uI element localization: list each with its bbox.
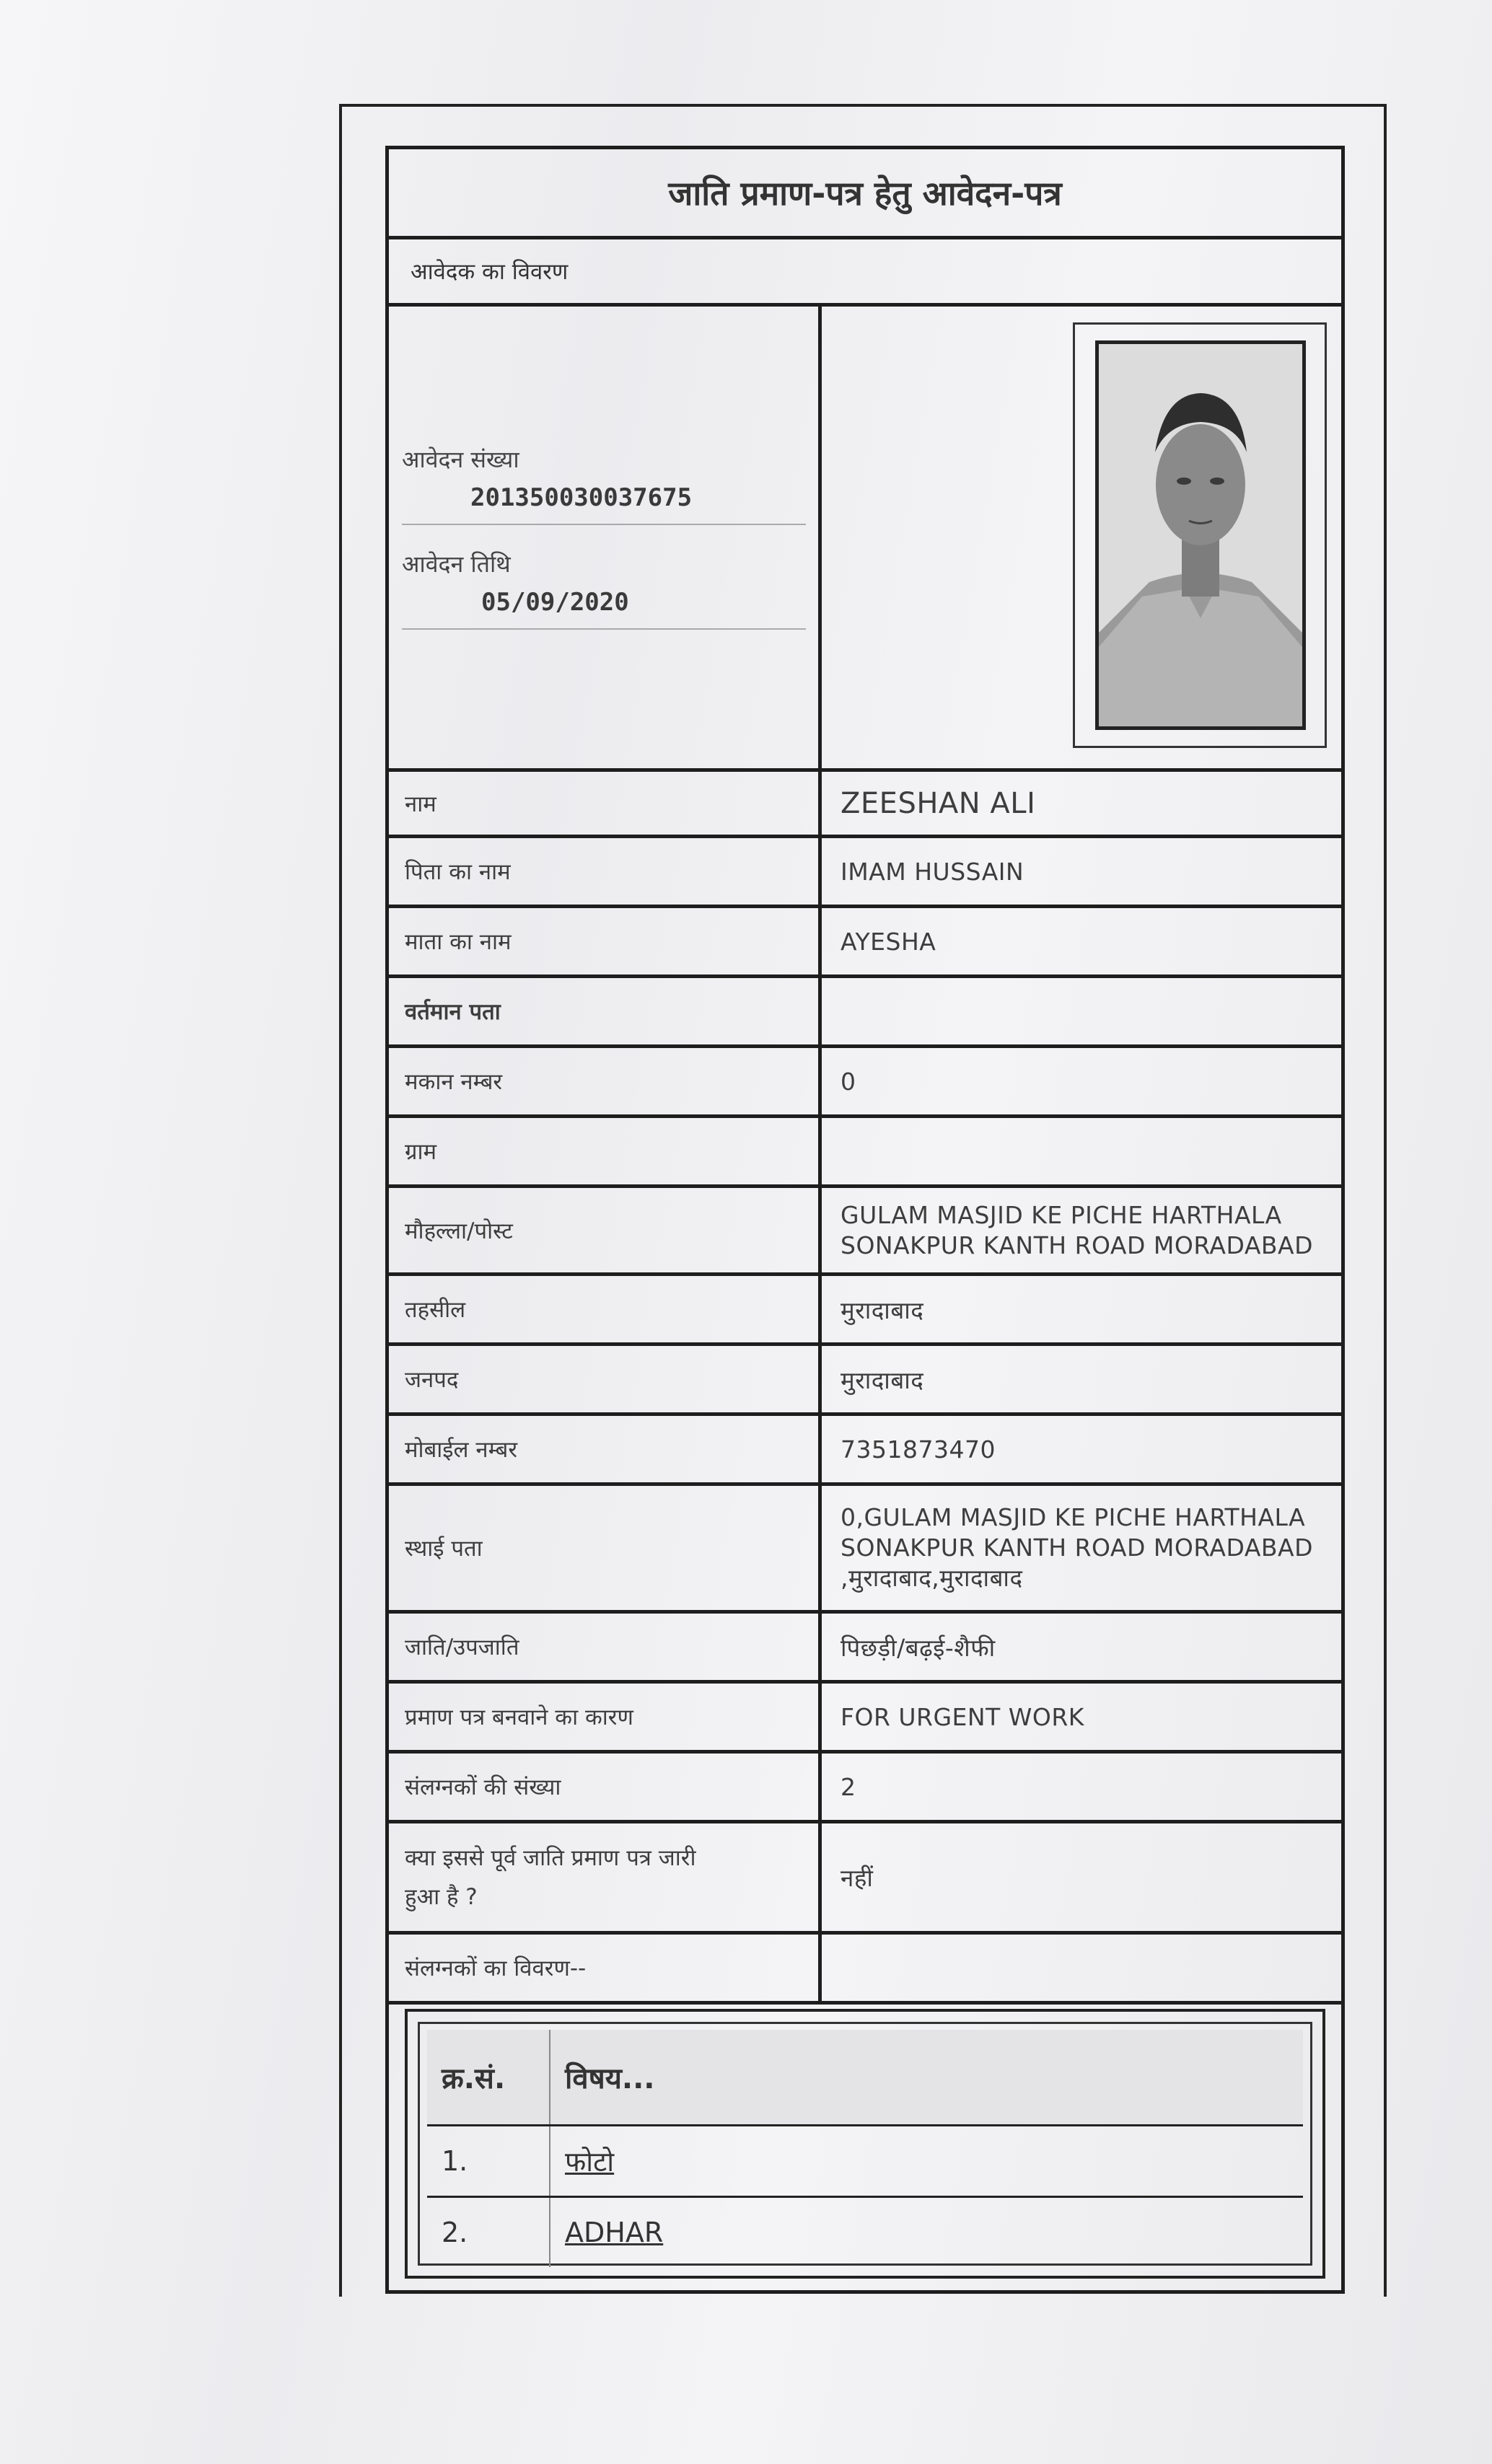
row-village xyxy=(389,1118,1341,1188)
portrait-image xyxy=(1099,344,1302,726)
row-label: संलग्नकों की संख्या xyxy=(389,1754,822,1820)
row-label: मौहल्ला/पोस्ट xyxy=(389,1188,822,1272)
row-current-address xyxy=(389,978,1341,1048)
row-value: मुरादाबाद xyxy=(841,1295,924,1324)
row-value xyxy=(822,1486,1341,1610)
application-number-label: आवेदन संख्या xyxy=(402,446,519,473)
row-label: माता का नाम xyxy=(389,908,822,974)
row-label: वर्तमान पता xyxy=(389,978,822,1044)
row-label: जनपद xyxy=(389,1346,822,1412)
value-line: 0,GULAM MASJID KE PICHE HARTHALA xyxy=(841,1503,1306,1531)
row-label xyxy=(389,1823,822,1931)
row-locality xyxy=(389,1188,1341,1276)
attachments-box xyxy=(405,2009,1325,2279)
value-line: SONAKPUR KANTH ROAD MORADABAD xyxy=(841,1534,1314,1562)
row-previous-certificate xyxy=(389,1823,1341,1935)
attachment-link[interactable]: फोटो xyxy=(565,2145,615,2178)
row-value: नहीं xyxy=(841,1864,874,1892)
row-attachment-details xyxy=(389,1935,1341,2005)
row-label: ग्राम xyxy=(389,1118,822,1184)
value-line: ,मुरादाबाद,मुरादाबाद xyxy=(841,1564,1023,1592)
row-value: ZEESHAN ALI xyxy=(841,786,1036,820)
application-date-label: आवेदन तिथि xyxy=(402,550,511,578)
attachment-serial: 1. xyxy=(427,2125,550,2196)
row-value: IMAM HUSSAIN xyxy=(841,857,1024,886)
row-label: पिता का नाम xyxy=(389,838,822,905)
application-info xyxy=(389,307,822,768)
photo-cell xyxy=(822,307,1341,768)
col-serial-header: क्र.सं. xyxy=(427,2030,550,2125)
row-caste xyxy=(389,1614,1341,1684)
row-label: नाम xyxy=(389,772,822,835)
application-date-value: 05/09/2020 xyxy=(481,588,629,617)
photo-frame xyxy=(1073,322,1327,748)
row-tehsil xyxy=(389,1276,1341,1346)
row-value xyxy=(822,1188,1341,1272)
row-value: FOR URGENT WORK xyxy=(841,1702,1084,1731)
row-mobile xyxy=(389,1416,1341,1486)
row-mother-name xyxy=(389,908,1341,978)
application-info-block xyxy=(389,307,1341,772)
divider xyxy=(402,628,806,630)
attachments-header xyxy=(427,2030,1303,2125)
row-label: तहसील xyxy=(389,1276,822,1342)
row-label: मोबाईल नम्बर xyxy=(389,1416,822,1482)
row-father-name xyxy=(389,838,1341,908)
attachment-row xyxy=(427,2125,1303,2196)
row-permanent-address xyxy=(389,1486,1341,1614)
row-reason xyxy=(389,1684,1341,1754)
row-value: 2 xyxy=(841,1772,856,1801)
row-district xyxy=(389,1346,1341,1416)
application-number-value: 201350030037675 xyxy=(470,483,693,512)
section-heading: आवेदक का विवरण xyxy=(389,239,1341,307)
row-value: मुरादाबाद xyxy=(841,1365,924,1394)
attachment-row xyxy=(427,2196,1303,2267)
row-attachment-count xyxy=(389,1754,1341,1823)
row-value xyxy=(822,1118,1341,1184)
row-house-number xyxy=(389,1048,1341,1118)
row-value xyxy=(822,1935,1341,2001)
row-name xyxy=(389,772,1341,838)
row-label: जाति/उपजाति xyxy=(389,1614,822,1680)
row-label: स्थाई पता xyxy=(389,1486,822,1610)
row-value: AYESHA xyxy=(841,927,936,956)
row-value: 7351873470 xyxy=(841,1435,996,1464)
applicant-photo xyxy=(1095,340,1306,730)
row-label: प्रमाण पत्र बनवाने का कारण xyxy=(389,1684,822,1750)
attachment-serial: 2. xyxy=(427,2196,550,2267)
value-line: SONAKPUR KANTH ROAD MORADABAD xyxy=(841,1231,1314,1259)
label-line: क्या इससे पूर्व जाति प्रमाण पत्र जारी xyxy=(405,1844,696,1871)
row-label: मकान नम्बर xyxy=(389,1048,822,1114)
attachments-table xyxy=(427,2030,1303,2267)
row-value: 0 xyxy=(841,1067,856,1096)
application-form xyxy=(385,146,1345,2294)
form-title: जाति प्रमाण-पत्र हेतु आवेदन-पत्र xyxy=(389,149,1341,239)
row-value xyxy=(822,978,1341,1044)
col-subject-header: विषय... xyxy=(550,2030,1303,2125)
divider xyxy=(402,524,806,525)
attachment-link[interactable]: ADHAR xyxy=(565,2216,664,2248)
value-line: GULAM MASJID KE PICHE HARTHALA xyxy=(841,1200,1282,1229)
row-value: पिछड़ी/बढ़ई-शैफी xyxy=(841,1633,996,1662)
label-line: हुआ है ? xyxy=(405,1883,478,1910)
row-label: संलग्नकों का विवरण-- xyxy=(389,1935,822,2001)
attachments-inner xyxy=(418,2022,1312,2266)
